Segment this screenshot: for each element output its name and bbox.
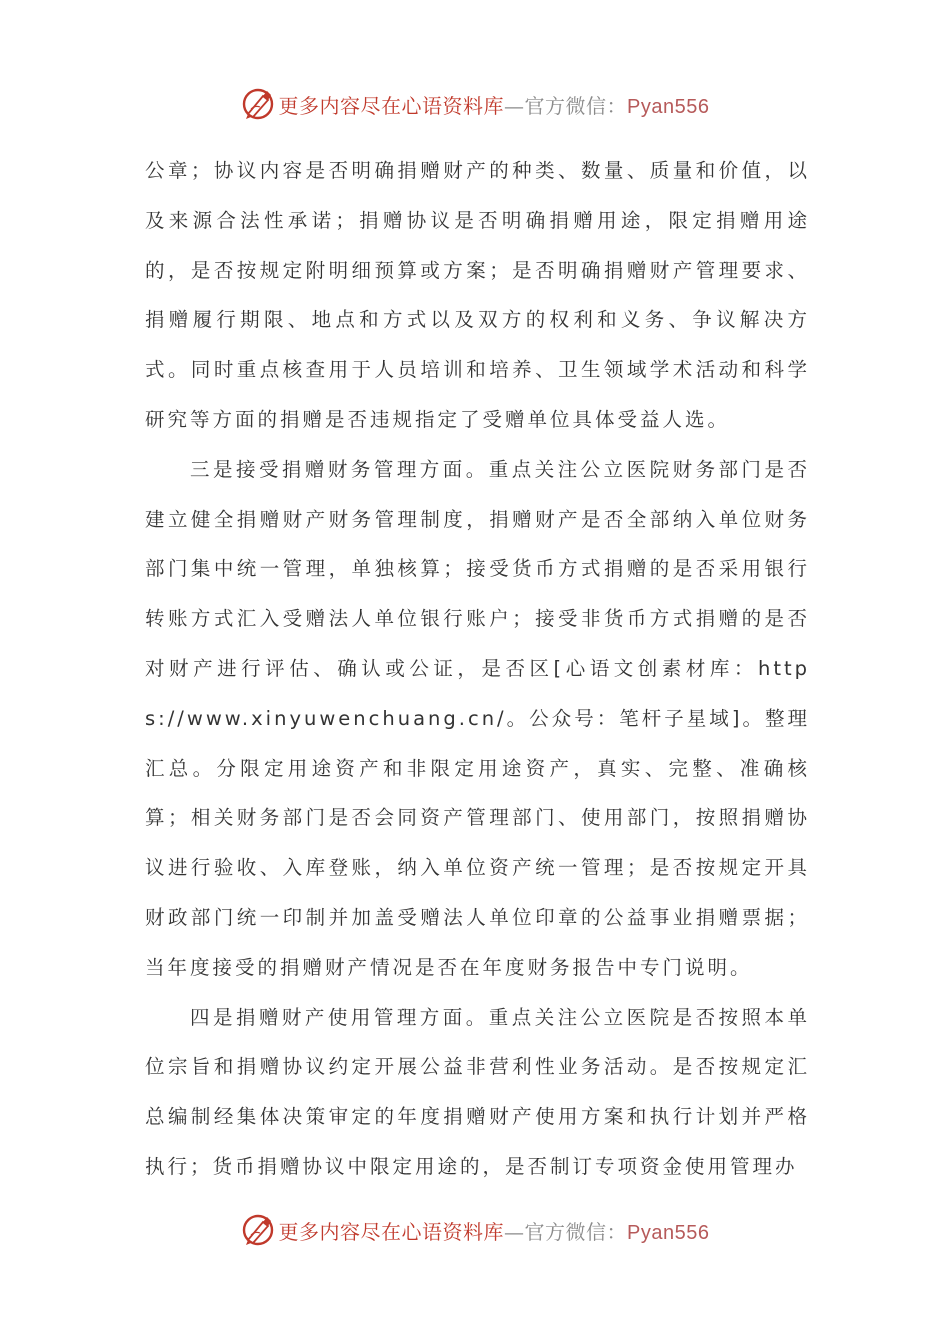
banner-site-name: 更多内容尽在心语资料库 — [278, 1219, 505, 1244]
banner-site-name: 更多内容尽在心语资料库 — [278, 93, 505, 118]
footer-banner — [0, 1210, 950, 1250]
banner-text — [279, 90, 710, 119]
paragraph-1: 公章；协议内容是否明确捐赠财产的种类、数量、质量和价值，以及来源合法性承诺；捐赠协议是否明确捐赠用途，限定捐赠用途的，是否按规定附明细预算或方案；是否明确捐赠财产管理要求、捐赠履行期限、地点和方式以及双方的权利和义务、争议解决方式。同时重点核查用于人员培训和培养、卫生领域学术活动和科学研究等方面的捐赠是否违规指定了受赠单位具体受益人选。 — [145, 159, 810, 431]
banner-dash: — — [504, 93, 525, 118]
pen-logo-icon — [241, 87, 275, 121]
header-banner — [0, 84, 950, 124]
banner-text — [279, 1216, 710, 1245]
banner-wechat-label: 官方微信： — [524, 93, 628, 118]
banner-wechat-id: Pyan556 — [627, 1221, 710, 1244]
banner-wechat-id: Pyan556 — [627, 95, 710, 118]
paragraph-3: 四是捐赠财产使用管理方面。重点关注公立医院是否按照本单位宗旨和捐赠协议约定开展公益非营利性业务活动。是否按规定汇总编制经集体决策审定的年度捐赠财产使用方案和执行计划并严格执行；货币捐赠协议中限定用途的，是否制订专项资金使用管理办 — [145, 1005, 810, 1178]
banner-wechat-label: 官方微信： — [524, 1219, 628, 1244]
pen-logo-icon — [241, 1213, 275, 1247]
banner-dash: — — [504, 1219, 525, 1244]
paragraph-2: 三是接受捐赠财务管理方面。重点关注公立医院财务部门是否建立健全捐赠财产财务管理制度，捐赠财产是否全部纳入单位财务部门集中统一管理，单独核算；接受货币方式捐赠的是否采用银行转账方式汇入受赠法人单位银行账户；接受非货币方式捐赠的是否对财产进行评估、确认或公证，是否区[心语文创素材库：https://www.xinyuwenchuang.cn/。公众号：笔杆子星域]。整理汇总。分限定用途资产和非限定用途资产，真实、完整、准确核算；相关财务部门是否会同资产管理部门、使用部门，按照捐赠协议进行验收、入库登账，纳入单位资产统一管理；是否按规定开具财政部门统一印制并加盖受赠法人单位印章的公益事业捐赠票据；当年度接受的捐赠财产情况是否在年度财务报告中专门说明。 — [145, 457, 810, 979]
document-body — [145, 146, 810, 1192]
